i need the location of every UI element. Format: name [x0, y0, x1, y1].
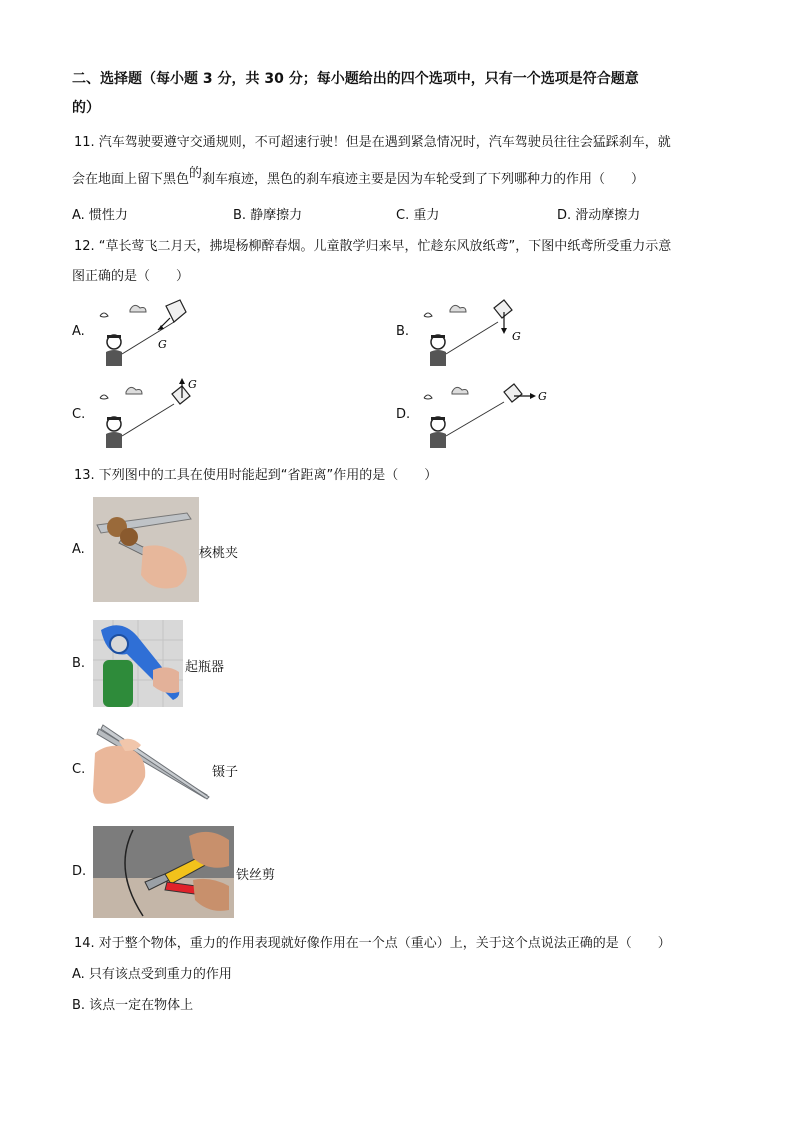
kite-figure-c: [94, 376, 214, 450]
kite-c-force-label: G: [188, 378, 197, 391]
q14-stem: 14. 对于整个物体，重力的作用表现就好像作用在一个点（重心）上，关于这个点说法正确的是（ ）: [74, 936, 671, 951]
kite-figure-b: [418, 296, 538, 368]
q11-option-a: A. 惯性力: [72, 208, 128, 223]
section-title-line1: 二、选择题（每小题 3 分，共 30 分；每小题给出的四个选项中，只有一个选项是符合题意: [72, 71, 639, 87]
q12-option-a-label: A.: [72, 324, 85, 339]
q13-tool-b: 起瓶器: [185, 660, 225, 675]
q13-option-a-label: A.: [72, 542, 85, 557]
q12-stem-line2: 图正确的是（ ）: [72, 269, 190, 284]
kite-figure-d: [418, 376, 558, 450]
q12-stem-line1: 12. “草长莺飞二月天，拂堤杨柳醉春烟。儿童散学归来早，忙趁东风放纸鸢”，下图中纸鸢所受重力示意: [74, 239, 672, 254]
q11-stem-line1: 11. 汽车驾驶要遵守交通规则，不可超速行驶！但是在遇到紧急情况时，汽车驾驶员往往会猛踩刹车，就: [74, 135, 671, 150]
kite-figure-a: [94, 296, 204, 368]
q13-tool-a: 核桃夹: [199, 546, 239, 561]
kite-a-force-label: G: [158, 338, 167, 351]
q13-option-c-label: C.: [72, 762, 86, 777]
wire-cutter-photo: [93, 826, 234, 918]
q13-option-d-label: D.: [72, 864, 87, 879]
q14-option-a: A. 只有该点受到重力的作用: [72, 967, 232, 982]
q14-option-b: B. 该点一定在物体上: [72, 998, 194, 1013]
kite-b-force-label: G: [512, 330, 521, 343]
q11-option-d: D. 滑动摩擦力: [557, 208, 641, 223]
q13-tool-c: 镊子: [212, 765, 239, 780]
q13-option-b-label: B.: [72, 656, 86, 671]
q13-stem: 13. 下列图中的工具在使用时能起到“省距离”作用的是（ ）: [74, 468, 438, 483]
q11-stem-superscript: 的: [189, 166, 203, 181]
tweezers-photo: [93, 723, 211, 817]
q12-option-b-label: B.: [396, 324, 410, 339]
q11-stem-line2: [72, 168, 644, 187]
kite-d-force-label: G: [538, 390, 547, 403]
q12-option-d-label: D.: [396, 407, 411, 422]
q11-option-b: B. 静摩擦力: [233, 208, 303, 223]
q11-stem-line2a: 会在地面上留下黑色: [72, 172, 190, 187]
q13-tool-d: 铁丝剪: [236, 868, 276, 883]
nutcracker-photo: [93, 497, 199, 602]
q11-stem-line2b: 刹车痕迹，黑色的刹车痕迹主要是因为车轮受到了下列哪种力的作用（ ）: [202, 172, 645, 187]
section-title-line2: 的）: [72, 100, 100, 116]
q11-option-c: C. 重力: [396, 208, 440, 223]
bottle-opener-photo: [93, 620, 183, 707]
q12-option-c-label: C.: [72, 407, 86, 422]
